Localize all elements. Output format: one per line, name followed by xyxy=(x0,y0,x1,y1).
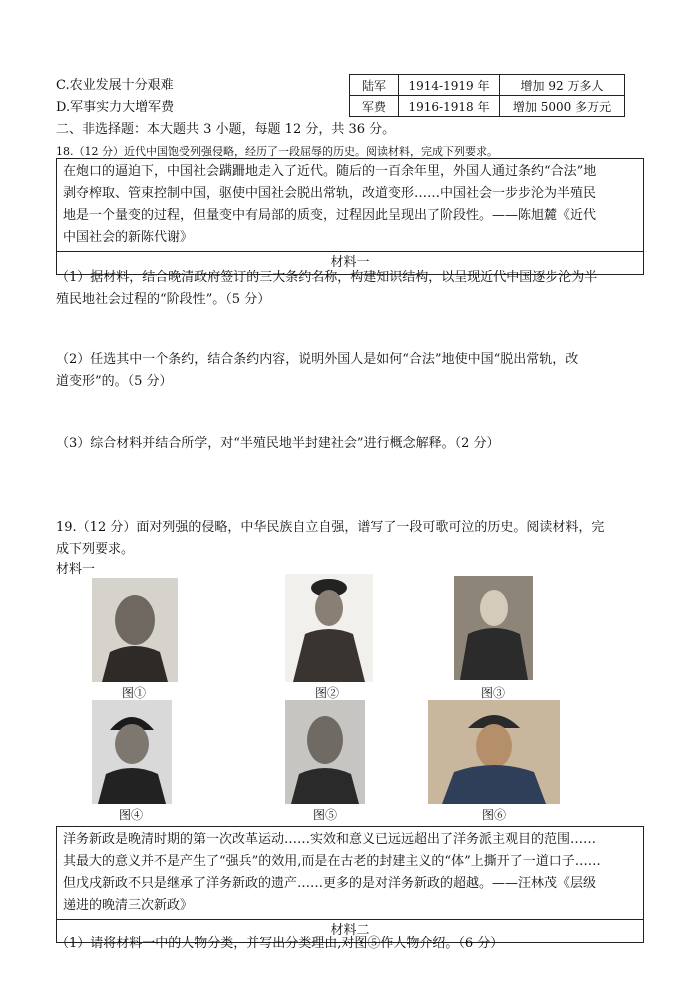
option-d: D.军事实力大增军费 xyxy=(56,100,175,115)
military-table xyxy=(349,74,625,117)
table-cell: 1916-1918 年 xyxy=(399,96,500,117)
table-cell: 军费 xyxy=(350,96,399,117)
material-line: 其最大的意义并不是产生了“强兵”的效用,而是在古老的封建主义的“体”上撕开了一道口子…… xyxy=(63,854,601,869)
q19-intro-line1: 19.（12 分）面对列强的侵略，中华民族自立自强，谱写了一段可歌可泣的历史。阅读材料，完 xyxy=(56,520,605,535)
material-line: 递进的晚清三次新政》 xyxy=(63,898,194,913)
material-line: 在炮口的逼迫下，中国社会蹒跚地走入了近代。随后的一百余年里，外国人通过条约“合法”地 xyxy=(63,164,597,179)
table-cell: 增加 92 万多人 xyxy=(500,75,625,96)
q19-sub1: （1）请将材料一中的人物分类，并写出分类理由,对图⑤作人物介绍。（6 分） xyxy=(56,936,504,951)
material-caption: 材料一 xyxy=(57,251,643,274)
material-line: 但戊戌新政不只是继承了洋务新政的遗产……更多的是对洋务新政的超越。——汪林茂《层级 xyxy=(63,876,597,891)
material-line: 洋务新政是晚清时期的第一次改革运动……实效和意义已远远超出了洋务派主观目的范围…… xyxy=(63,832,597,847)
q18-sub2-line1: （2）任选其中一个条约，结合条约内容，说明外国人是如何“合法”地使中国“脱出常轨，改 xyxy=(56,352,579,367)
q18-material-box xyxy=(56,158,644,275)
material-line: 剥夺榨取、管束控制中国，驱使中国社会脱出常轨，改道变形……中国社会一步步沦为半殖民 xyxy=(63,186,597,201)
material-line: 地是一个量变的过程，但量变中有局部的质变，过程因此呈现出了阶段性。——陈旭麓《近代 xyxy=(63,208,597,223)
q18-sub3: （3）综合材料并结合所学，对“半殖民地半封建社会”进行概念解释。（2 分） xyxy=(56,436,500,451)
figure-caption: 图② xyxy=(314,686,339,700)
q19-intro-line2: 成下列要求。 xyxy=(56,542,135,557)
q18-intro: 18.（12 分）近代中国饱受列强侵略，经历了一段屈辱的历史。阅读材料，完成下列要求。 xyxy=(56,145,498,158)
figure-caption: 图⑥ xyxy=(481,808,506,822)
q18-sub2-line2: 道变形”的。（5 分） xyxy=(56,374,173,389)
figure-caption: 图④ xyxy=(118,808,143,822)
portrait-photo-6 xyxy=(428,700,560,804)
portrait-photo-1 xyxy=(92,578,178,682)
section-header: 二、非选择题：本大题共 3 小题，每题 12 分，共 36 分。 xyxy=(56,122,396,137)
figure-caption: 图③ xyxy=(480,686,505,700)
table-cell: 增加 5000 多万元 xyxy=(500,96,625,117)
q19-material2-box xyxy=(56,826,644,943)
material1-label: 材料一 xyxy=(56,562,96,577)
material-caption: 材料二 xyxy=(57,919,643,942)
figure-caption: 图⑤ xyxy=(312,808,337,822)
q18-sub1-line2: 殖民地社会过程的“阶段性”。（5 分） xyxy=(56,292,271,307)
portrait-photo-5 xyxy=(285,700,365,804)
material-line: 中国社会的新陈代谢》 xyxy=(63,230,194,245)
portrait-photo-3 xyxy=(454,576,533,680)
portrait-photo-2 xyxy=(285,574,373,682)
q18-sub1-line1: （1）据材料，结合晚清政府签订的三大条约名称，构建知识结构，以呈现近代中国逐步沦为半 xyxy=(56,270,598,285)
portrait-photo-4 xyxy=(92,700,172,804)
table-row xyxy=(350,96,625,117)
table-cell: 陆军 xyxy=(350,75,399,96)
option-c: C.农业发展十分艰难 xyxy=(56,78,174,93)
table-row xyxy=(350,75,625,96)
table-cell: 1914-1919 年 xyxy=(399,75,500,96)
figure-caption: 图① xyxy=(121,686,146,700)
